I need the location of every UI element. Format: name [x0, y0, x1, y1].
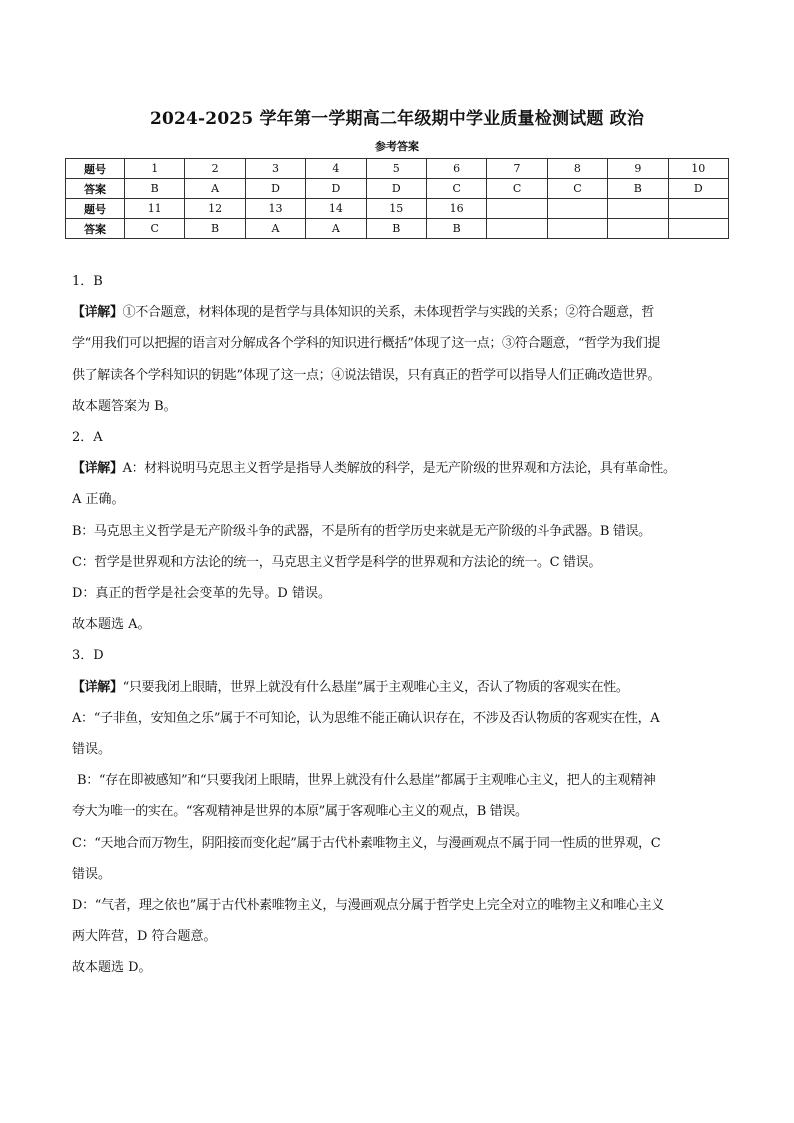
question-number-cell [547, 199, 607, 219]
detail-tag: 【详解】 [72, 305, 123, 321]
explanation-line: D：真正的哲学是社会变革的先导。D 错误。 [72, 586, 331, 602]
detail-tag: 【详解】 [72, 461, 123, 477]
answer-table-row [66, 179, 729, 199]
explanation-conclusion: 故本题答案为 B。 [72, 398, 177, 414]
question-number-cell: 2 [185, 159, 245, 179]
answer-table-row [66, 159, 729, 179]
question-number-cell: 5 [366, 159, 426, 179]
answer-cell: C [125, 219, 185, 239]
question-number-cell: 7 [487, 159, 547, 179]
answer-cell: C [547, 179, 607, 199]
explanation-line: 【详解】A：材料说明马克思主义哲学是指导人类解放的科学，是无产阶级的世界观和方法论，具有革命性。 [72, 461, 676, 477]
explanation-line: A 正确。 [72, 492, 125, 508]
explanation-line: 供了解读各个学科知识的钥匙”体现了这一点；④说法错误，只有真正的哲学可以指导人们正确改造世界。 [72, 367, 661, 383]
answer-cell: D [245, 179, 305, 199]
explanation-line: D：“气者，理之依也”属于古代朴素唯物主义，与漫画观点分属于哲学史上完全对立的唯物主义和唯心主义 [72, 898, 664, 914]
explanation-line: 错误。 [72, 742, 112, 758]
explanation-line: 【详解】①不合题意，材料体现的是哲学与具体知识的关系，未体现哲学与实践的关系；②符合题意，哲 [72, 305, 654, 321]
answer-cell: B [185, 219, 245, 239]
explanation-line: 夸大为唯一的实在。“客观精神是世界的本原”属于客观唯心主义的观点，B 错误。 [72, 804, 528, 820]
answer-cell: D [668, 179, 728, 199]
explanation-line: C：哲学是世界观和方法论的统一，马克思主义哲学是科学的世界观和方法论的统一。C 错误。 [72, 554, 601, 570]
explanation-line: 错误。 [72, 866, 112, 882]
answer-table-row [66, 199, 729, 219]
answer-cell: C [487, 179, 547, 199]
row-header: 答案 [66, 219, 125, 239]
row-header: 题号 [66, 199, 125, 219]
explanation-line: B：马克思主义哲学是无产阶级斗争的武器，不是所有的哲学历史来就是无产阶级的斗争武器。B 错误。 [72, 523, 651, 539]
explanation-line: B：“存在即被感知”和“只要我闭上眼睛，世界上就没有什么悬崖”都属于主观唯心主义，把人的主观精神 [77, 773, 656, 789]
answer-cell: B [608, 179, 668, 199]
answer-cell: D [366, 179, 426, 199]
question-number-cell: 9 [608, 159, 668, 179]
answer-cell: B [426, 219, 486, 239]
detail-tag: 【详解】 [72, 679, 123, 695]
question-number-cell: 4 [306, 159, 366, 179]
question-number-cell: 12 [185, 199, 245, 219]
question-number-cell: 14 [306, 199, 366, 219]
document-subtitle: 参考答案 [375, 140, 419, 153]
answer-cell: B [125, 179, 185, 199]
question-number-cell: 1 [125, 159, 185, 179]
question-number-cell [668, 199, 728, 219]
answer-key-table [65, 158, 729, 239]
question-number: 1．B [72, 274, 103, 289]
question-number-cell: 11 [125, 199, 185, 219]
explanation-line: C：“天地合而万物生，阴阳接而变化起”属于古代朴素唯物主义，与漫画观点不属于同一性质的世界观，C [72, 835, 661, 851]
question-number-cell: 6 [426, 159, 486, 179]
explanation-conclusion: 故本题选 D。 [72, 960, 152, 976]
question-number: 3．D [72, 648, 104, 664]
answer-cell [608, 219, 668, 239]
explanation-line: 学“用我们可以把握的语言对分解成各个学科的知识进行概括”体现了这一点；③符合题意，“哲学为我们提 [72, 336, 661, 352]
question-number: 2．A [72, 430, 103, 446]
question-number-cell: 13 [245, 199, 305, 219]
document-title: 2024-2025 学年第一学期高二年级期中学业质量检测试题 政治 [149, 109, 645, 129]
answer-cell: D [306, 179, 366, 199]
question-number-cell: 16 [426, 199, 486, 219]
question-number-cell: 3 [245, 159, 305, 179]
answer-cell: B [366, 219, 426, 239]
answer-cell [668, 219, 728, 239]
answer-cell: A [185, 179, 245, 199]
question-number-cell [608, 199, 668, 219]
answer-cell [547, 219, 607, 239]
explanation-line: 【详解】“只要我闭上眼睛，世界上就没有什么悬崖”属于主观唯心主义，否认了物质的客观实在性。 [72, 679, 629, 695]
explanation-line: 两大阵营，D 符合题意。 [72, 929, 217, 945]
explanation-line: A：“子非鱼，安知鱼之乐”属于不可知论，认为思维不能正确认识存在，不涉及否认物质的客观实在性，A [72, 710, 660, 726]
row-header: 题号 [66, 159, 125, 179]
answer-cell: A [245, 219, 305, 239]
question-number-cell [487, 199, 547, 219]
answer-cell [487, 219, 547, 239]
explanations [72, 266, 734, 984]
question-number-cell: 10 [668, 159, 728, 179]
question-number-cell: 8 [547, 159, 607, 179]
explanation-conclusion: 故本题选 A。 [72, 617, 151, 633]
answer-table-row [66, 219, 729, 239]
answer-cell: C [426, 179, 486, 199]
question-number-cell: 15 [366, 199, 426, 219]
answer-cell: A [306, 219, 366, 239]
row-header: 答案 [66, 179, 125, 199]
